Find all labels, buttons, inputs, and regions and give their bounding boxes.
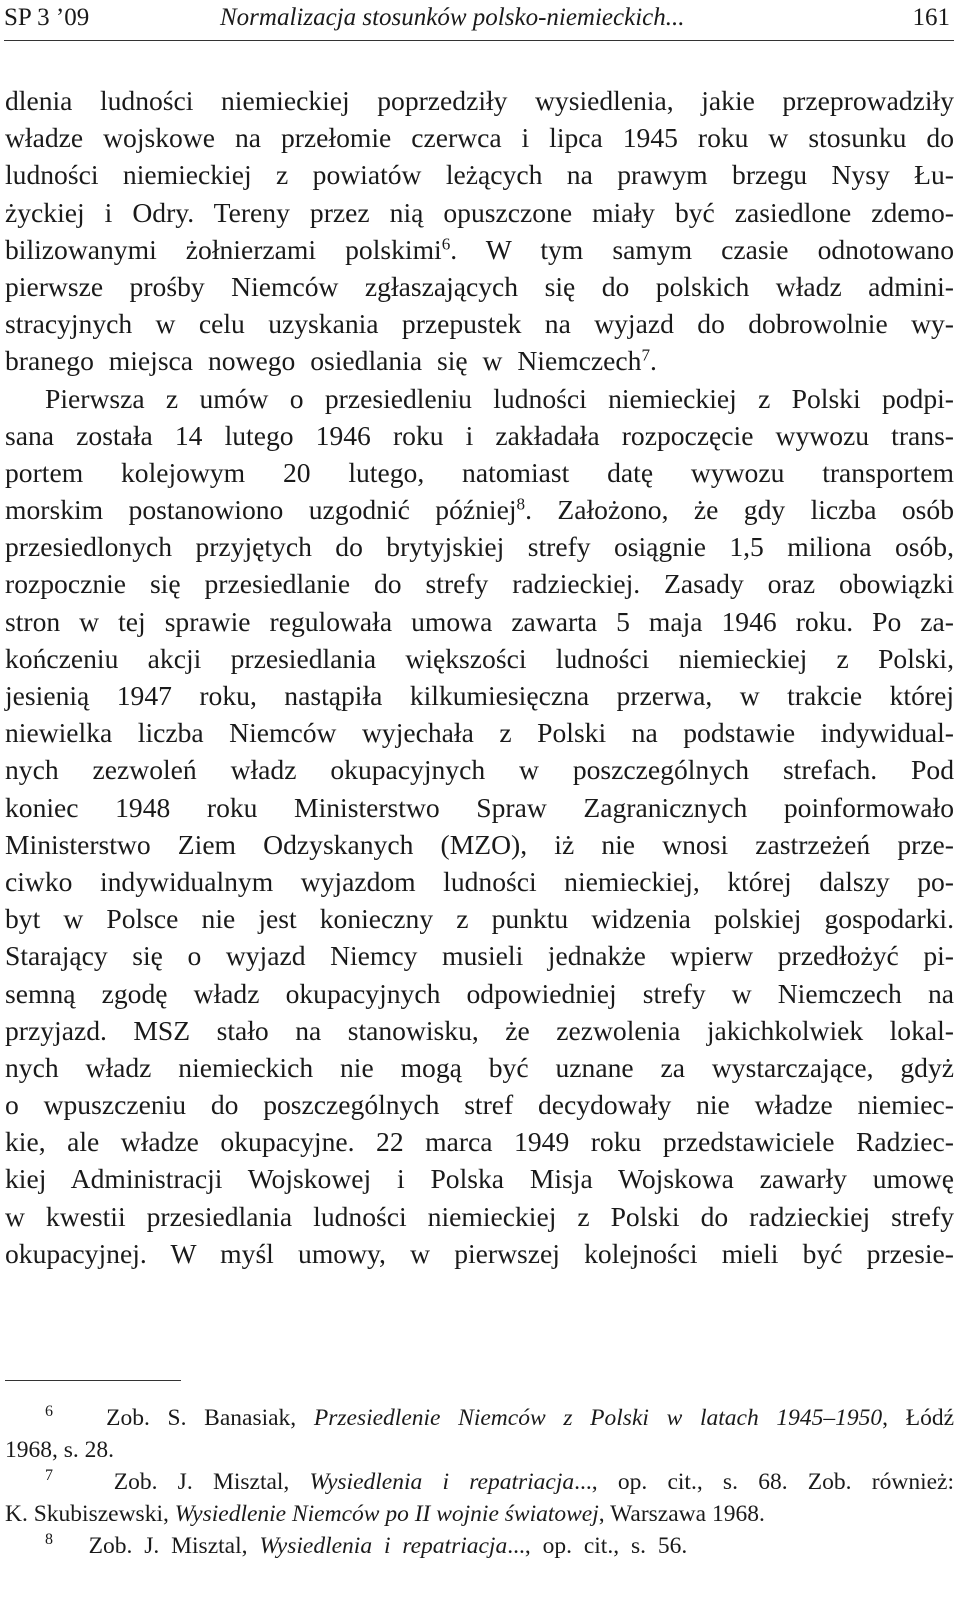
text-line: o wpuszczeniu do poszczególnych stref decydowały nie władze niemiec- [5,1089,954,1121]
journal-issue: SP 3 ’09 [4,4,90,31]
footnote-6: 6 Zob. S. Banasiak, Przesiedlenie Niemców z Polski w latach 1945–1950, Łódź [45,1403,955,1431]
text-line: niewielka liczba Niemców wyjechała z Polski na podstawie indywidual- [5,717,954,749]
footnote-title: Wysiedlenia i repatriacja [309,1469,575,1495]
text-line: władze wojskowe na przełomie czerwca i lipca 1945 roku w stosunku do [5,122,954,154]
text-line: kończeniu akcji przesiedlania większości ludności niemieckiej z Polski, [5,642,954,674]
text-segment: . W tym samym czasie odnotowano [450,233,954,265]
text-line: okupacyjnej. W myśl umowy, w pierwszej kolejności mieli być przesie- [5,1237,954,1269]
text-line: kiej Administracji Wojskowej i Polska Misja Wojskowa zawarły umowę [5,1163,954,1195]
footnote-text: , Łódź [882,1405,955,1431]
text-line: ciwko indywidualnym wyjazdom ludności niemieckiej, której dalszy po- [5,865,954,897]
text-line: przesiedlonych przyjętych do brytyjskiej strefy osiągnie 1,5 miliona osób, [5,531,954,563]
running-title: Normalizacja stosunków polsko-niemieckich... [220,4,685,31]
text-line: byt w Polsce nie jest konieczny z punktu widzenia polskiej gospodarki. [5,903,954,935]
text-line: w kwestii przesiedlania ludności niemieckiej z Polski do radzieckiej strefy [5,1200,954,1232]
text-segment: branego miejsca nowego osiedlania się w Niemczech [5,345,642,377]
text-line: stracyjnych w celu uzyskania przepustek na wyjazd do dobrowolnie wy- [5,308,954,340]
text-line: kie, ale władze okupacyjne. 22 marca 1949 roku przedstawiciele Radziec- [5,1126,954,1158]
text-segment: bilizowanymi żołnierzami polskimi [5,233,442,265]
text-line: koniec 1948 roku Ministerstwo Spraw Zagranicznych poinformowało [5,791,954,823]
body-text [5,82,954,1272]
text-line: przyjazd. MSZ stało na stanowisku, że zezwolenia jakichkolwiek lokal- [5,1014,954,1046]
text-segment: . [650,345,657,377]
running-header [4,2,954,41]
footnote-ref: 6 [441,234,451,254]
text-line: Pierwsza z umów o przesiedleniu ludności niemieckiej z Polski podpi- [45,382,954,414]
footnote-text: ..., op. cit., s. 68. Zob. również: [574,1469,954,1495]
footnote-title: Przesiedlenie Niemców z Polski w latach 1945–1950 [313,1405,883,1431]
text-line: Ministerstwo Ziem Odzyskanych (MZO), iż nie wnosi zastrzeżeń prze- [5,828,954,860]
text-segment: morskim postanowiono uzgodnić później [5,494,517,526]
text-line [5,231,954,268]
footnote-text: Zob. J. Misztal, [88,1533,260,1559]
footnotes [5,1402,954,1562]
footnote-title: Wysiedlenia i repatriacja [259,1533,508,1559]
text-line: stron w tej sprawie regulowała umowa zawarta 5 maja 1946 roku. Po za- [5,605,954,637]
text-line: Starający się o wyjazd Niemcy musieli jednakże wpierw przedłożyć pi- [5,940,954,972]
footnote-text: , Warszawa 1968. [598,1501,765,1527]
text-line: sana została 14 lutego 1946 roku i zakładała rozpoczęcie wywozu trans- [5,419,954,451]
footnote-6-cont: 1968, s. 28. [5,1437,115,1463]
footnote-text: Zob. J. Misztal, [113,1469,310,1495]
footnote-ref: 8 [516,494,526,514]
footnote-text: Zob. S. Banasiak, [106,1405,314,1431]
footnote-ref: 7 [641,345,651,365]
text-segment: . Założono, że gdy liczba osób [525,494,954,526]
text-line: rozpocznie się przesiedlanie do strefy radzieckiej. Zasady oraz obowiązki [5,568,954,600]
footnote-7: 7 Zob. J. Misztal, Wysiedlenia i repatriacja..., op. cit., s. 68. Zob. również: [45,1467,954,1495]
footnote-title: Wysiedlenie Niemców po II wojnie światowej [174,1501,599,1527]
footnote-8: 8 Zob. J. Misztal, Wysiedlenia i repatriacja..., op. cit., s. 56. [45,1531,688,1559]
page-number: 161 [912,4,950,31]
text-line: ludności niemieckiej z powiatów leżących na prawym brzegu Nysy Łu- [5,159,954,191]
text-line [5,491,954,528]
text-line: portem kolejowym 20 lutego, natomiast datę wywozu transportem [5,456,954,488]
text-line: semną zgodę władz okupacyjnych odpowiedniej strefy w Niemczech na [5,977,954,1009]
footnote-text: ..., op. cit., s. 56. [507,1533,688,1559]
footnote-separator [5,1380,181,1381]
footnote-text: K. Skubiszewski, [5,1501,175,1527]
text-line: nych władz niemieckich nie mogą być uznane za wystarczające, gdyż [5,1051,954,1083]
text-line: dlenia ludności niemieckiej poprzedziły wysiedlenia, jakie przeprowadziły [5,85,954,116]
footnote-7-cont [5,1498,954,1530]
text-line [5,342,954,379]
text-line: jesienią 1947 roku, nastąpiła kilkumiesięczna przerwa, w trakcie której [5,680,954,711]
text-line: życkiej i Odry. Tereny przez nią opuszczone miały być zasiedlone zdemo- [5,196,954,228]
text-line: pierwsze prośby Niemców zgłaszających się do polskich władz admini- [5,270,954,302]
text-line: nych zezwoleń władz okupacyjnych w poszczególnych strefach. Pod [5,754,954,786]
